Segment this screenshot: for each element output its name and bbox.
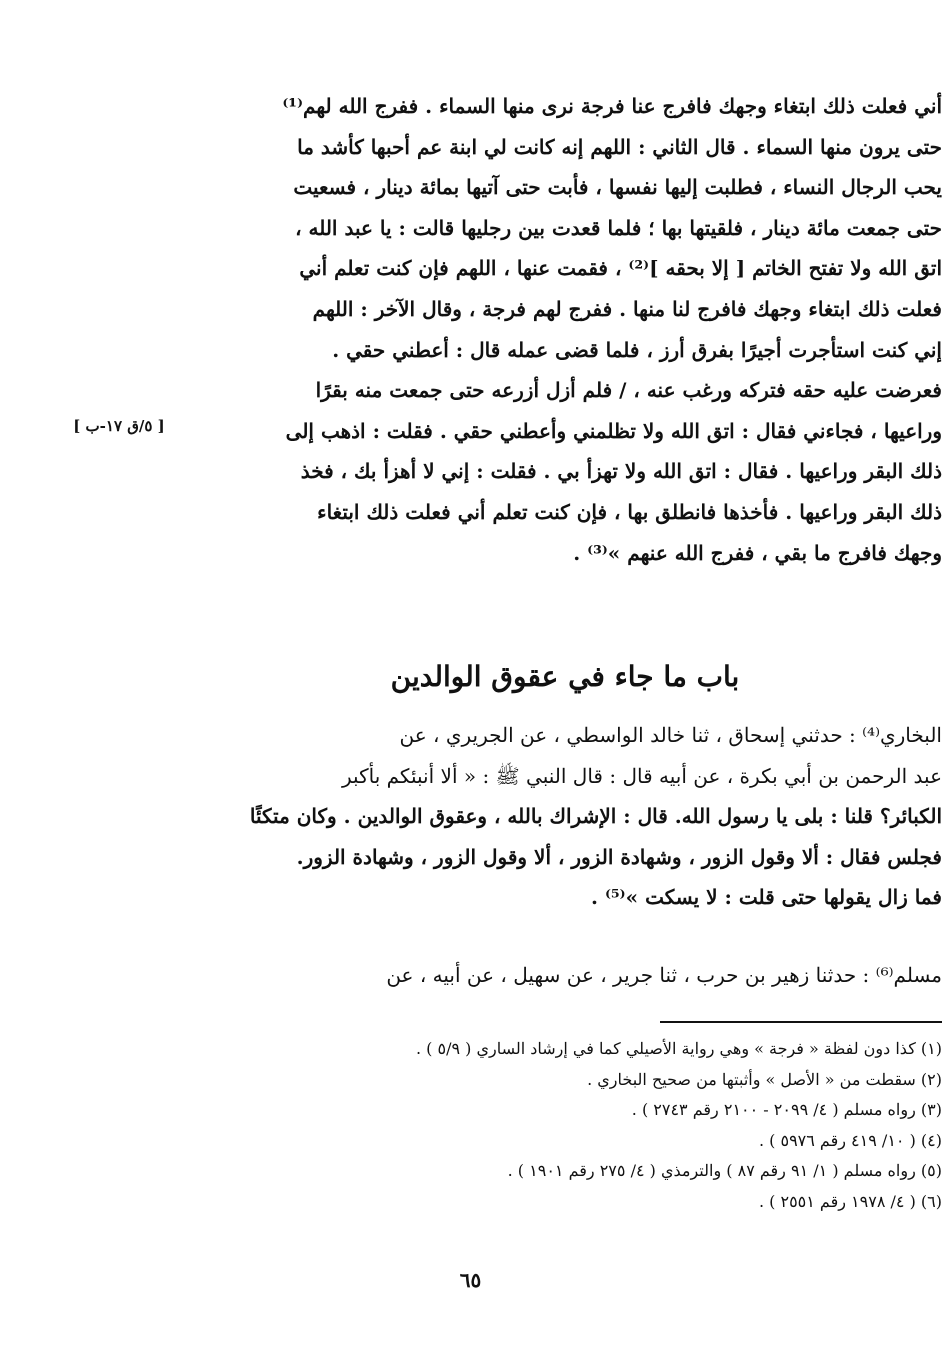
hadith-line: البخاري⁽⁴⁾ : حدثني إسحاق ، ثنا خالد الواسطي ، عن الجريري ، عن (399, 723, 942, 747)
footnote: (٥) رواه مسلم ( ١/ ٩١ رقم ٨٧ ) والترمذي ( ٤/ ٢٧٥ رقم ١٩٠١ ) . (507, 1161, 942, 1180)
body-line: ذلك البقر وراعيها . فأخذها فانطلق بها ، فإن كنت تعلم أني فعلت ذلك ابتغاء (317, 499, 942, 524)
footnote: (٤) ( ١٠/ ٤١٩ رقم ٥٩٧٦ ) . (758, 1130, 942, 1150)
body-text (188, 86, 942, 573)
footnote-separator (660, 1021, 942, 1023)
hadith-line: عبد الرحمن بن أبي بكرة ، عن أبيه قال : قال النبي ﷺ : « ألا أنبئكم بأكبر (342, 763, 942, 788)
footnote: (٦) ( ٤/ ١٩٧٨ رقم ٢٥٥١ ) . (758, 1191, 942, 1211)
manuscript-folio-note: [ ٥/ق ١٧-ب ] (73, 417, 165, 435)
hadith-bukhari (188, 715, 942, 918)
page-number: ٦٥ (459, 1268, 482, 1292)
hadith-line: فجلس فقال : ألا وقول الزور ، وشهادة الزور ، ألا وقول الزور ، وشهادة الزور. (296, 844, 942, 869)
body-line: فعرضت عليه حقه فتركه ورغب عنه ، / فلم أزل أزرعه حتى جمعت منه بقرًا (315, 378, 942, 403)
body-line: وجهك فافرج ما بقي ، ففرج الله عنهم »⁽³⁾ . (573, 540, 942, 565)
body-line: اتق الله ولا تفتح الخاتم [ إلا بحقه ]⁽²⁾ ، فقمت عنها ، اللهم فإن كنت تعلم أني (299, 256, 942, 281)
footnote: (٢) سقطت من « الأصل » وأثبتها من صحيح البخاري . (587, 1069, 942, 1089)
chapter-title: باب ما جاء في عقوق الوالدين (390, 660, 740, 693)
body-line: فعلت ذلك ابتغاء وجهك فافرج لنا منها . ففرج لهم فرجة ، وقال الآخر : اللهم (312, 296, 942, 321)
body-line: حتى جمعت مائة دينار ، فلقيتها بها ؛ فلما قعدت بين رجليها قالت : يا عبد الله ، (295, 215, 942, 240)
footnotes (188, 1034, 942, 1217)
hadith-line: مسلم⁽⁶⁾ : حدثنا زهير بن حرب ، ثنا جرير ، عن سهيل ، عن أبيه ، عن (386, 963, 942, 987)
footnote: (٣) رواه مسلم ( ٤/ ٢٠٩٩ - ٢١٠٠ رقم ٢٧٤٣ ) . (631, 1100, 942, 1119)
body-line: حتى يرون منها السماء . قال الثاني : اللهم إنه كانت لي ابنة عم أحبها كأشد ما (297, 134, 942, 159)
body-line: وراعيها ، فجاءني فقال : اتق الله ولا تظلمني وأعطني حقي . فقلت : اذهب إلى (285, 418, 942, 443)
body-line: ذلك البقر وراعيها . فقال : اتق الله ولا تهزأ بي . فقلت : إني لا أهزأ بك ، فخذ (300, 459, 942, 484)
body-line: أني فعلت ذلك ابتغاء وجهك فافرج عنا فرجة نرى منها السماء . ففرج الله لهم⁽¹⁾ (282, 94, 942, 118)
body-line: إني كنت استأجرت أجيرًا بفرق أرز ، فلما قضى عمله قال : أعطني حقي . (332, 337, 942, 362)
footnote: (١) كذا دون لفظة « فرجة » وهي رواية الأصيلي كما في إرشاد الساري ( ٥/٩ ) . (415, 1039, 942, 1058)
hadith-line: الكبائر؟ قلنا : بلى يا رسول الله. قال : الإشراك بالله ، وعقوق الوالدين . وكان متكئًا (249, 804, 942, 829)
hadith-muslim (188, 955, 942, 996)
body-line: يحب الرجال النساء ، فطلبت إليها نفسها ، فأبت حتى آتيها بمائة دينار ، فسعيت (293, 175, 942, 200)
hadith-line: فما زال يقولها حتى قلت : لا يسكت »⁽⁵⁾ . (591, 885, 942, 910)
